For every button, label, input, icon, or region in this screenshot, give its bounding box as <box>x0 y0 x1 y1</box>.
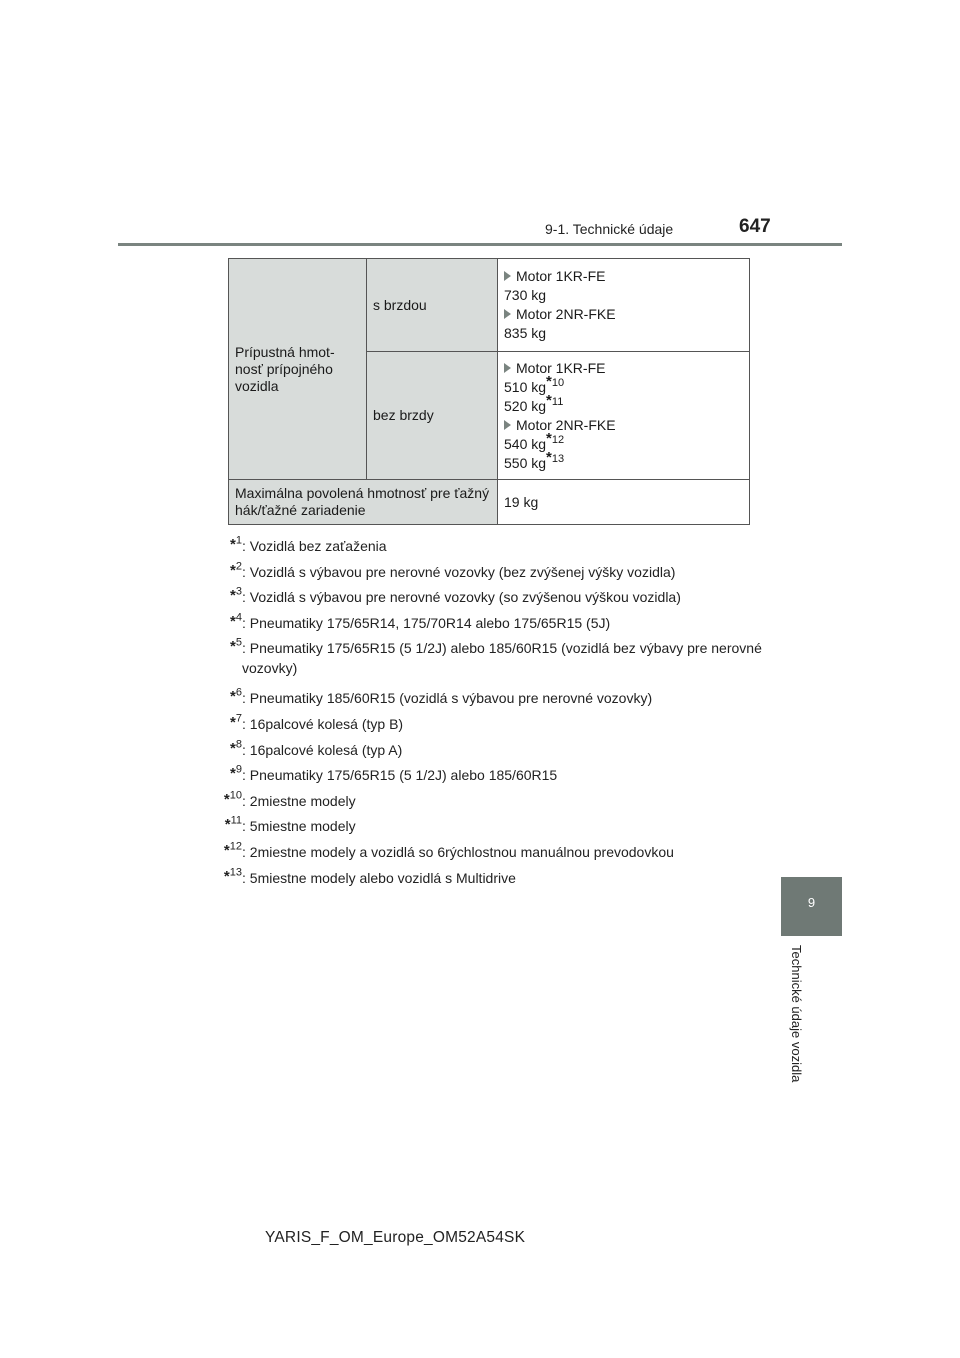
footnote-item: *$^7$ : 16palcové kolesá (typ B) <box>230 712 404 732</box>
footnotes <box>212 533 772 890</box>
mass-value: 520 kg <box>504 397 547 414</box>
chapter-number: 9 <box>807 895 816 910</box>
footnote-item: *$^1$ : Vozidlá bez zaťaženia <box>230 534 387 554</box>
footnote-item: *$^2$ : Vozidlá s výbavou pre nerovné vozovky (bez zvýšenej výšky vozidla) <box>230 559 676 580</box>
engine-label: Motor 2NR-FKE <box>516 306 616 322</box>
footnote-ref: *11 <box>546 391 564 409</box>
page-number: 647 <box>739 216 771 237</box>
unbraked-label: bez brzdy <box>367 352 498 480</box>
footnote-item: *$^8$ : 16palcové kolesá (typ A) <box>230 737 403 758</box>
footnote-item: *$^3$ : Vozidlá s výbavou pre nerovné vozovky (so zvýšenou výškou vozidla) <box>230 585 681 606</box>
mass-value: 510 kg <box>504 378 547 395</box>
footnote-item: *$^{13}$ : 5miestne modely alebo vozidlá s Multidrive <box>223 865 516 886</box>
mass-value: 550 kg <box>504 454 547 471</box>
trailer-mass-label: Prípustná hmot-nosť prípojného vozidla <box>229 259 367 480</box>
mass-value: 835 kg <box>504 325 547 341</box>
footnote-item: *$^5$ : Pneumatiky 175/65R15 (5 1/2J) alebo 185/60R15 (vozidlá bez výbavy pre nerovné vozovky) <box>230 636 762 677</box>
footnote-item: *$^4$ : Pneumatiky 175/65R14, 175/70R14 alebo 175/65R15 (5J) <box>230 611 611 631</box>
footnote-ref: *10 <box>546 372 565 390</box>
triangle-bullet-icon <box>504 271 511 281</box>
footnote-item: *$^{12}$ : 2miestne modely a vozidlá so 6rýchlostnou manuálnou prevodovkou <box>223 840 674 860</box>
header-rule <box>118 243 842 246</box>
footnote-item: *$^6$ : Pneumatiky 185/60R15 (vozidlá s výbavou pre nerovné vozovky) <box>230 686 653 707</box>
unbraked-values <box>498 352 750 480</box>
footnote-item: *$^{10}$ : 2miestne modely <box>223 789 356 809</box>
engine-label: Motor 2NR-FKE <box>516 416 616 433</box>
mass-value: 730 kg <box>504 287 547 303</box>
footnote-ref: *13 <box>546 448 565 466</box>
mass-value: 540 kg <box>504 435 547 452</box>
engine-label: Motor 1KR-FE <box>516 359 606 376</box>
braked-label: s brzdou <box>367 259 498 352</box>
chapter-tab[interactable] <box>781 877 842 936</box>
triangle-bullet-icon <box>504 363 511 373</box>
engine-label: Motor 1KR-FE <box>516 268 606 284</box>
triangle-bullet-icon <box>504 420 511 430</box>
footnote-item: *$^{11}$ : 5miestne modely <box>224 814 356 835</box>
towbar-mass-label: Maximálna povolená hmotnosť pre ťažný hák/ťažné zariadenie <box>229 480 498 525</box>
footer-doc-id: YARIS_F_OM_Europe_OM52A54SK <box>265 1229 526 1246</box>
braked-values <box>498 259 750 352</box>
spec-table <box>228 258 750 525</box>
towbar-mass-value: 19 kg <box>498 480 750 525</box>
triangle-bullet-icon <box>504 309 511 319</box>
footnote-item: *$^9$ : Pneumatiky 175/65R15 (5 1/2J) alebo 185/60R15 <box>230 763 558 784</box>
chapter-title: Technické údaje vozidla <box>789 945 804 1083</box>
footnote-ref: *12 <box>546 429 565 447</box>
section-title: 9-1. Technické údaje <box>545 221 674 237</box>
